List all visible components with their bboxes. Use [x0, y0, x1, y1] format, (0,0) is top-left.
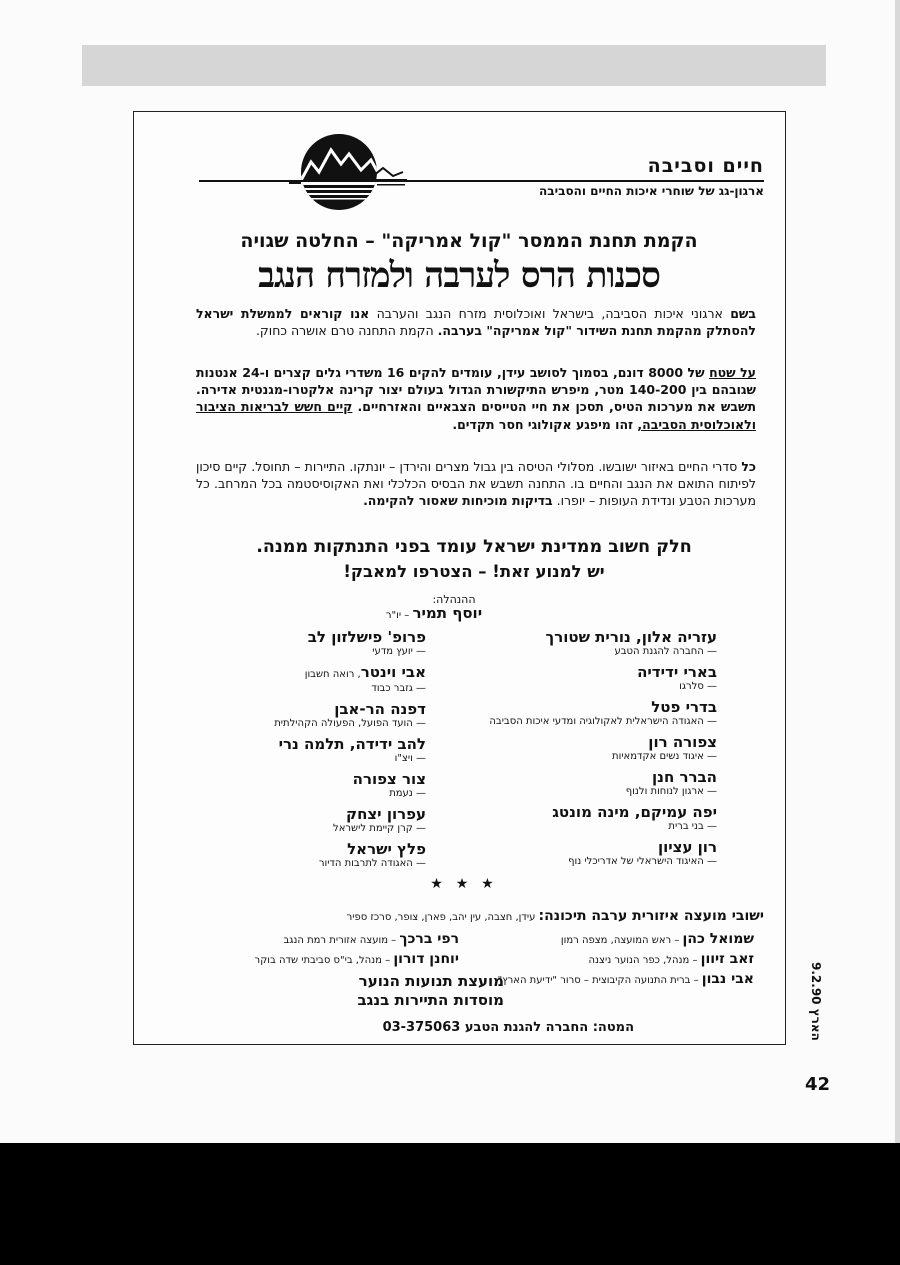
resident-name: זאב זיוון [700, 951, 754, 967]
member-entry [487, 664, 717, 693]
member-role: — יועץ מדעי [372, 646, 426, 657]
member-role: — איגוד נשים אקדמאיות [612, 751, 717, 762]
member-entry [186, 701, 426, 730]
resident-role: – ברית התנועה הקיבוצית – סרור "ידיעת הארץ" [497, 975, 702, 986]
resident-name: שמואל כהן [682, 931, 754, 947]
p1-lead: בשם [730, 306, 756, 321]
member-name: פלץ ישראל [347, 840, 426, 858]
header-grey-bar [82, 45, 826, 86]
member-name [186, 664, 426, 683]
member-role: — האיגוד הישראלי של אדריכלי נוף [568, 856, 717, 867]
member-entry [487, 839, 717, 868]
resident-name: יוחנן דורון [393, 951, 459, 967]
resident-entry [464, 950, 754, 970]
member-entry [487, 629, 717, 658]
resident-name: רפי ברכך [399, 931, 459, 947]
member-role: — סלרגו [679, 681, 717, 692]
member-role: — גזבר כבוד [371, 683, 426, 694]
member-entry [487, 734, 717, 763]
member-role: — נעמת [389, 788, 426, 799]
member-name: הברר חנן [652, 768, 717, 786]
tourism-institutions: מוסדות התיירות בנגב [357, 991, 504, 1009]
member-role: — ויצ"ו [394, 753, 426, 764]
resident-role: – מועצה אזורית רמת הנגב [283, 935, 400, 946]
p3-text: סדרי החיים באיזור ישובשו. מסלולי הטיסה בין גבול מצרים והירדן – יונתקו. התיירות – תחוסל. קיים סיכון לפיתוח התואם את הנגב והחיים בו. התחנה תשבש את הבסיס הכלכלי ואת האקוסיסטמה בכל המרחב. כל מערכות הטבע ונדידת העופות – יופרו. [196, 459, 756, 509]
member-entry [186, 629, 426, 658]
members-right-column [487, 629, 717, 874]
residents-left-column [194, 930, 459, 970]
resident-entry [194, 930, 459, 950]
headline-small: הקמת תחנת הממסר "קול אמריקה" – החלטה שגויה [240, 230, 698, 252]
call-line-1: חלק חשוב ממדינת ישראל עומד בפני התנתקות ממנה. [256, 537, 692, 557]
scanner-black-band [0, 1143, 900, 1265]
resident-role: – מנהל, בי"ס סביבתי שדה בוקר [254, 955, 394, 966]
p2-lead: על שטח [709, 365, 756, 380]
youth-council: מועצת תנועות הנוער [358, 972, 504, 990]
youth-institutions [264, 972, 504, 1010]
resident-name: אבי נבון [701, 971, 754, 987]
p2-warning: קיים חשש לבריאות הציבור ולאוכלוסית הסביבה, [196, 399, 756, 432]
member-role: — החברה להגנת הטבע [614, 646, 717, 657]
page-edge-shadow [895, 0, 900, 1143]
member-entry [186, 771, 426, 800]
members-left-column [186, 629, 426, 876]
source-note-text: הארץ 9.2.90 [809, 962, 823, 1041]
member-name: פרופ' פישלזון לב [307, 628, 426, 646]
member-entry [186, 664, 426, 695]
resident-role: – ראש המועצה, מצפה רמון [560, 935, 683, 946]
member-name-text: אבי וינטר [360, 663, 426, 681]
member-name: רון עציון [657, 838, 717, 856]
p1-call: אנו קוראים לממשלת ישראל להסתלק מהקמת תחנת השידור "קול אמריקה" בערבה. [196, 306, 756, 339]
resident-entry [464, 930, 754, 950]
resident-role: – מנהל, כפר הנוער ניצנה [588, 955, 701, 966]
paragraph-3 [196, 458, 756, 510]
chair-name: יוסף תמיר [412, 604, 483, 622]
member-name: להב ידידה, תלמה נרי [278, 735, 426, 753]
paragraph-2 [196, 364, 756, 433]
call-line-2: יש למנוע זאת! – הצטרפו למאבק! [343, 562, 605, 581]
residents-villages: עידן, חצבה, עין יהב, פארן, צופר, סרכז ספיר [346, 912, 539, 923]
member-name: בדרי פטל [651, 698, 717, 716]
member-name: בארי ידידיה [637, 663, 717, 681]
mountain-sun-logo-icon [289, 132, 409, 214]
member-name: יפה עמיקם, מינה מונטג [552, 803, 717, 821]
p3-conclusion: בדיקות מוכיחות שאסור להקימה. [363, 493, 553, 509]
chair-role: – יו"ר [385, 610, 413, 621]
management-label: ההנהלה: [432, 593, 476, 606]
residents-right-column [464, 930, 754, 990]
org-name: חיים וסביבה [647, 155, 764, 177]
p2-text: של 8000 דונם, בסמוך לסושב עידן, עומדים להקים 16 משדרי גלים קצרים ו-24 אנטנות שגובהם בין 140-200 מטר, מיפרש התיקשורת הגדול בעולם יצור קרינה אלקטרו-מגנטית אדירה. תשבש את מערכות הטיס, תסכן את חיי הטייסים הצבאיים והאזרחיים. [196, 365, 756, 415]
page-number: 42 [804, 1074, 830, 1095]
member-name: צור צפורה [352, 770, 426, 788]
member-name: עפרון יצחק [346, 805, 426, 823]
member-name: עזריה אלון, נורית שטורך [545, 628, 717, 646]
residents-title-text: ישובי מועצה איזורית ערבה תיכונה: [538, 908, 764, 924]
member-entry [186, 806, 426, 835]
headline-main: סכנות הרס לערבה ולמזרח הנגב [258, 255, 660, 296]
member-entry [487, 804, 717, 833]
member-role: — האגודה הישראלית לאקולוגיה ומדעי איכות הסביבה [489, 716, 717, 727]
headquarters-line: המטה: החברה להגנת הטבע 03-375063 [382, 1020, 634, 1035]
member-inline-role: , רואה חשבון [304, 669, 361, 680]
org-subtitle: ארגון-גג של שוחרי איכות החיים והסביבה [539, 184, 764, 198]
member-entry [186, 841, 426, 870]
resident-entry [194, 950, 459, 970]
member-name: צפורה רון [648, 733, 717, 751]
member-role: — קרן קיימת לישראל [333, 823, 426, 834]
member-role: — האגודה לתרבות הדיור [318, 858, 426, 869]
newspaper-source-note [797, 960, 823, 1050]
member-role: — הועד הפועל, הפעולה הקהילתית [274, 718, 426, 729]
resident-entry [464, 970, 754, 990]
management-chair [284, 604, 584, 622]
member-entry [487, 769, 717, 798]
member-entry [487, 699, 717, 728]
stars-separator: ★ ★ ★ [430, 876, 498, 892]
org-divider [199, 180, 764, 182]
paragraph-1 [196, 305, 756, 339]
member-role: — ארגון לנוחות ולנוף [625, 786, 717, 797]
residents-title [164, 908, 764, 924]
member-role: — בני ברית [668, 821, 717, 832]
newspaper-advertisement [133, 111, 786, 1045]
member-entry [186, 736, 426, 765]
p3-lead: כל [741, 459, 756, 474]
p2-end: זהו מיפגע אקולוגי חסר תקדים. [452, 416, 638, 432]
member-name: דפנה הר-אבן [334, 700, 426, 718]
p1-note: הקמת התחנה טרם אושרה כחוק. [255, 323, 438, 339]
p1-text: ארגוני איכות הסביבה, בישראל ואוכלוסית מזרח הנגב והערבה [369, 306, 731, 321]
